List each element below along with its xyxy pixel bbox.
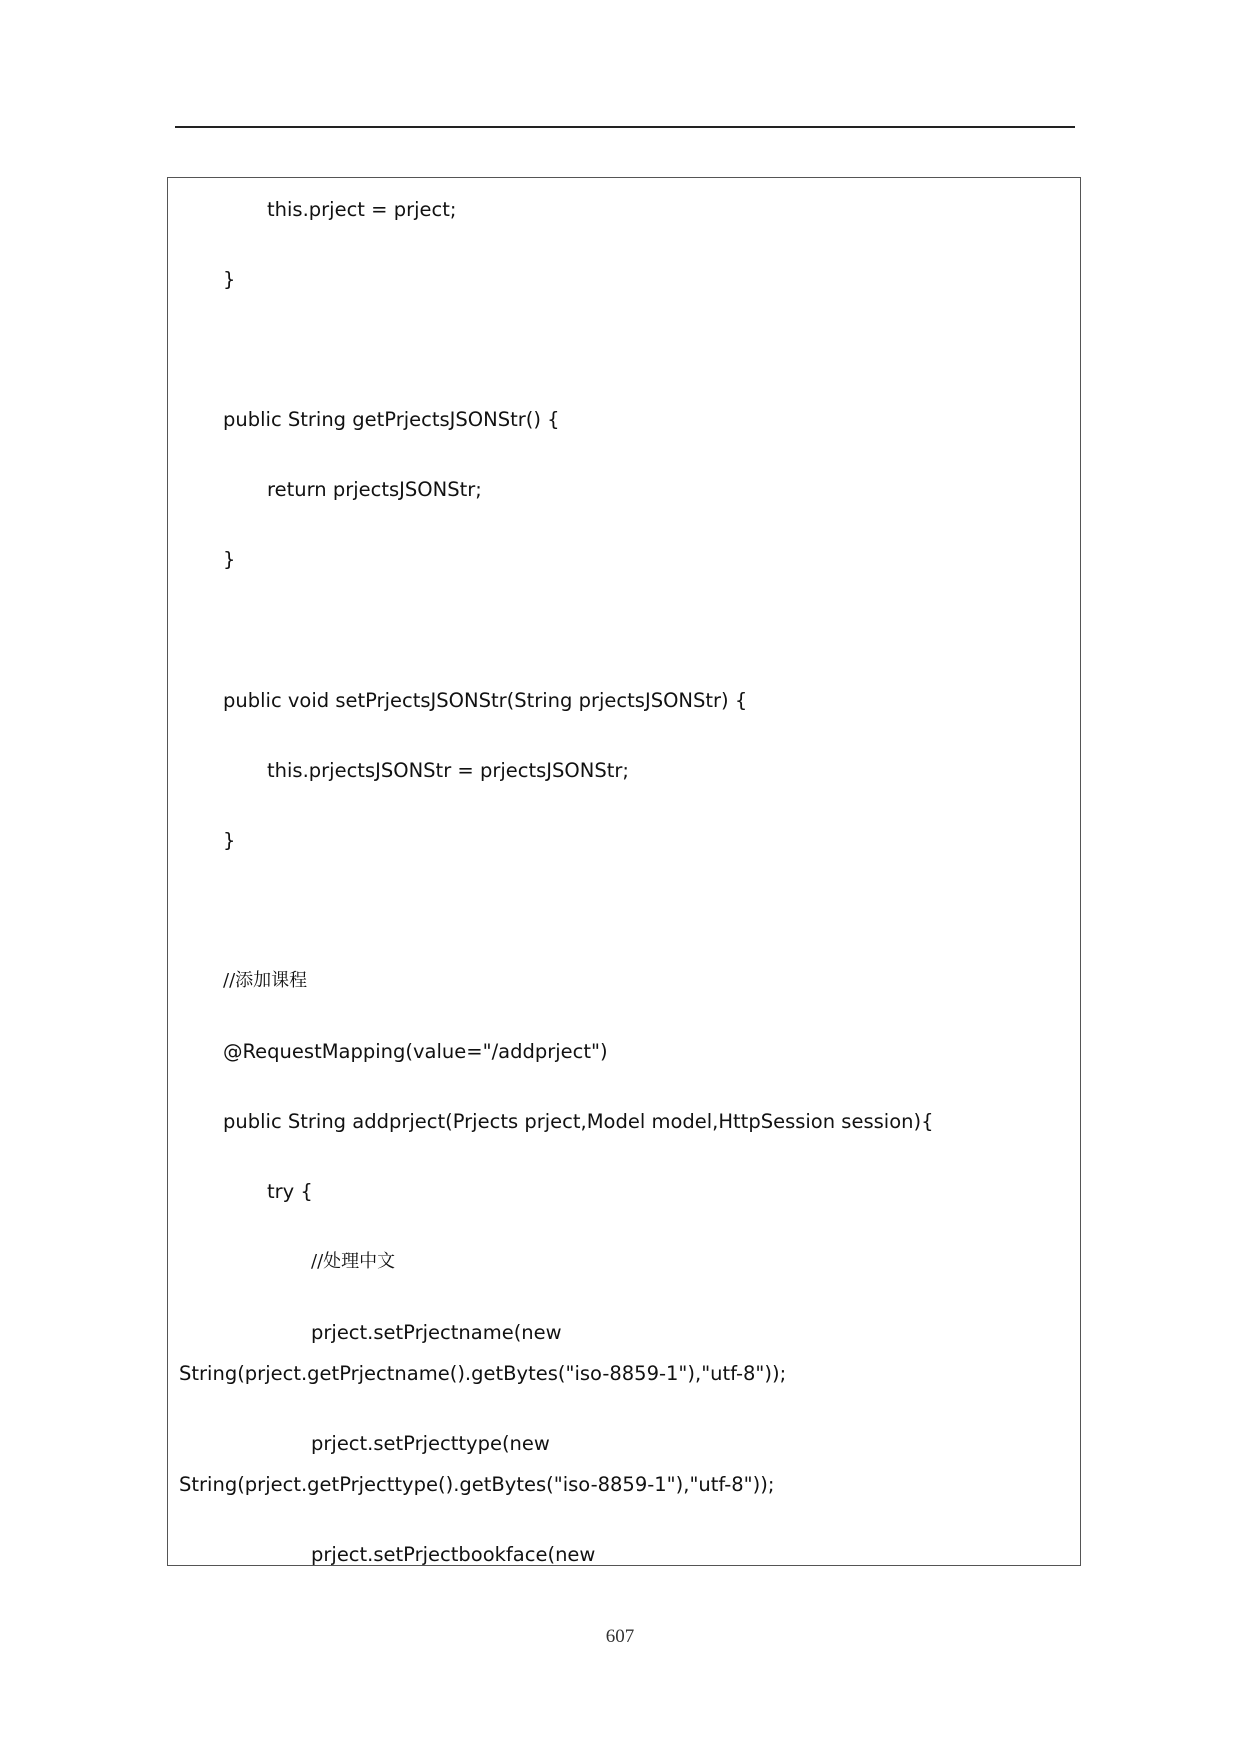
code-line: this.prject = prject; bbox=[267, 198, 457, 221]
page-number: 607 bbox=[605, 1626, 635, 1647]
code-line: public String addprject(Prjects prject,Model model,HttpSession session){ bbox=[223, 1110, 934, 1133]
header-rule bbox=[175, 126, 1075, 128]
code-comment: //处理中文 bbox=[311, 1251, 396, 1272]
code-comment: //添加课程 bbox=[223, 970, 308, 991]
code-line: this.prjectsJSONStr = prjectsJSONStr; bbox=[267, 759, 629, 782]
code-line-wrapped: String(prject.getPrjectname().getBytes("iso-8859-1"),"utf-8")); bbox=[179, 1362, 787, 1385]
code-line-wrapped: String(prject.getPrjecttype().getBytes("iso-8859-1"),"utf-8")); bbox=[179, 1473, 775, 1496]
code-line: public String getPrjectsJSONStr() { bbox=[223, 408, 560, 431]
code-line: prject.setPrjecttype(new bbox=[311, 1432, 550, 1455]
code-line: public void setPrjectsJSONStr(String prjectsJSONStr) { bbox=[223, 689, 748, 712]
code-line: @RequestMapping(value="/addprject") bbox=[223, 1040, 608, 1063]
code-line: } bbox=[223, 268, 236, 291]
code-line: prject.setPrjectname(new bbox=[311, 1321, 562, 1344]
code-listing-box bbox=[167, 177, 1081, 1566]
code-line: } bbox=[223, 829, 236, 852]
code-line: return prjectsJSONStr; bbox=[267, 478, 482, 501]
code-line: try { bbox=[267, 1180, 313, 1203]
code-line: prject.setPrjectbookface(new bbox=[311, 1543, 596, 1566]
code-line: } bbox=[223, 548, 236, 571]
